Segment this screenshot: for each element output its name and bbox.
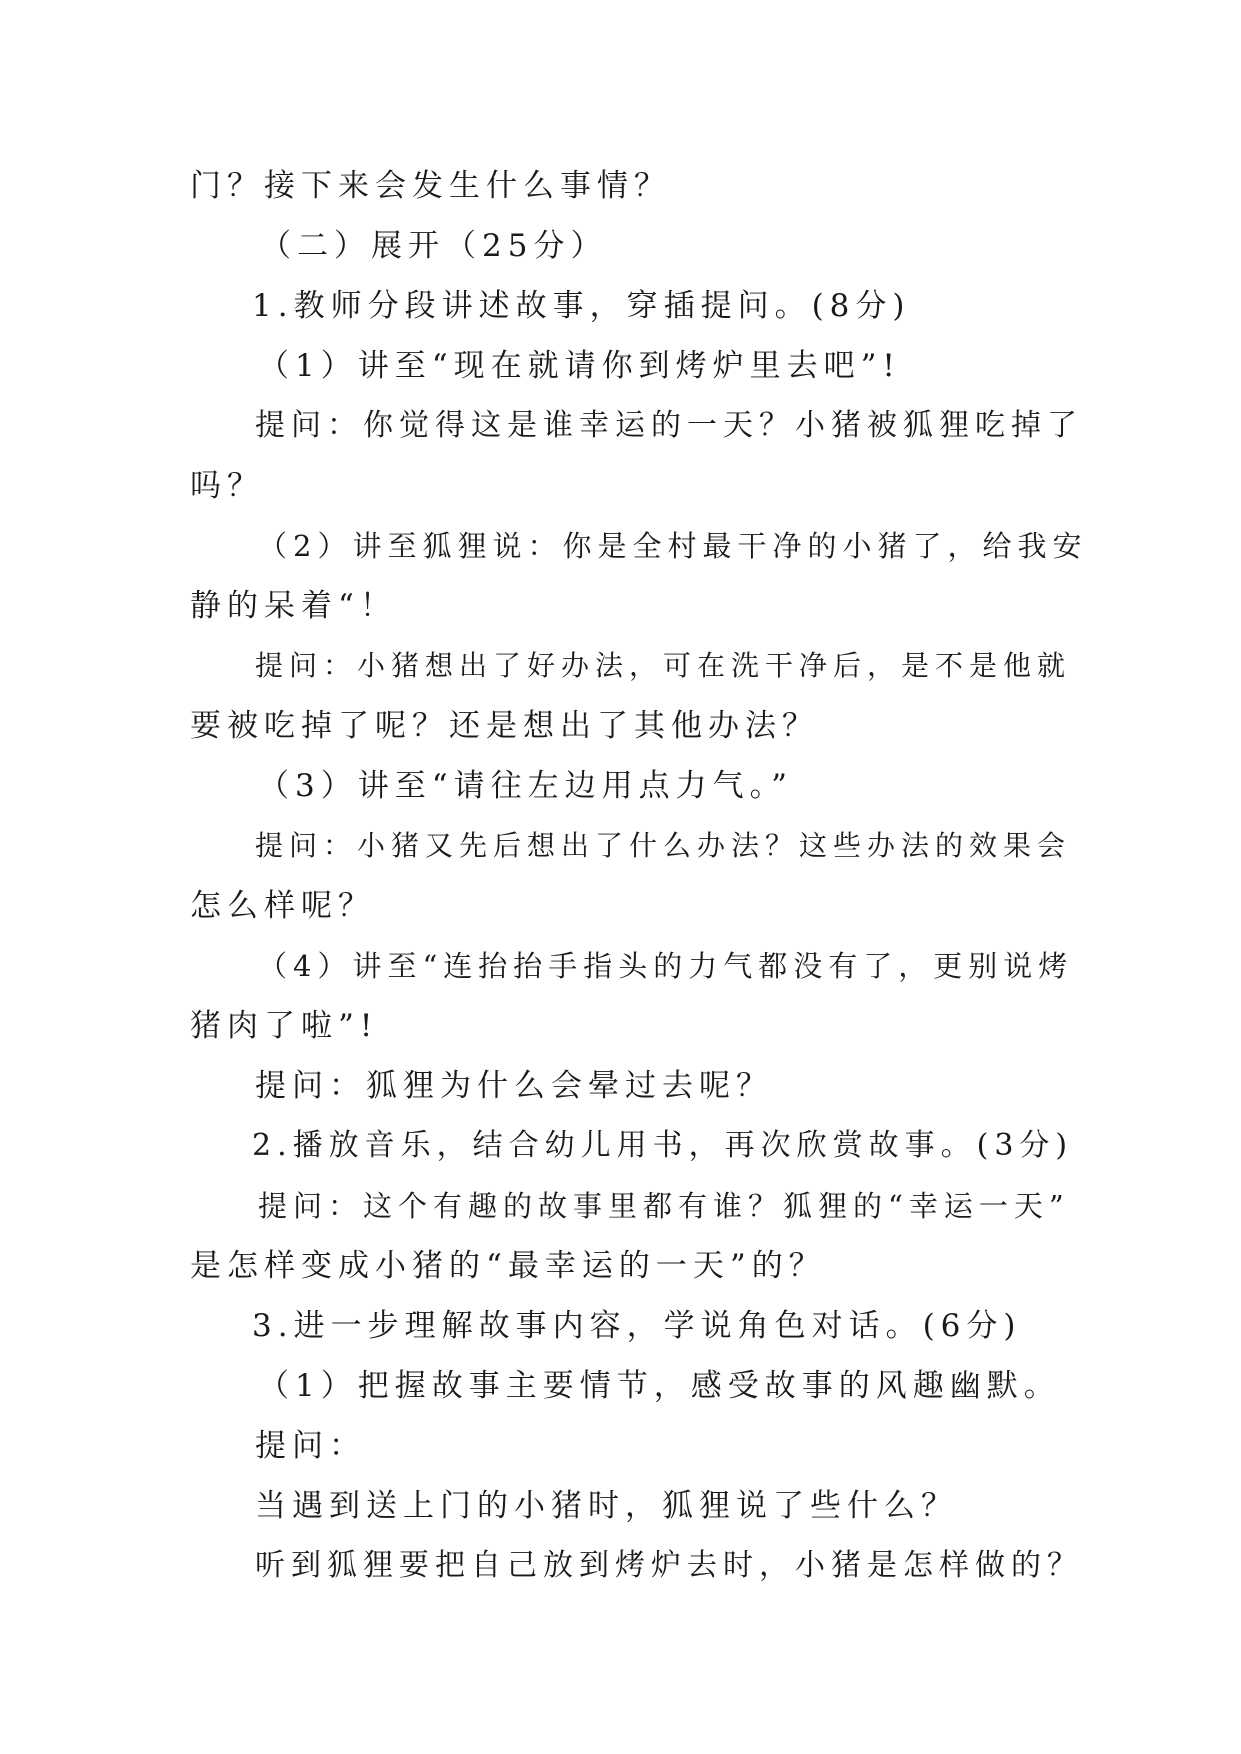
text-line: （1）讲至“现在就请你到烤炉里去吧”!	[258, 348, 901, 384]
text-line: 是怎样变成小猪的“最幸运的一天”的？	[190, 1248, 826, 1284]
question-line: 提问：	[255, 1428, 366, 1464]
text-line: 门？接下来会发生什么事情？	[190, 168, 671, 204]
question-line: 提问：狐狸为什么会晕过去呢？	[255, 1068, 773, 1104]
text-line: （4）讲至“连抬抬手指头的力气都没有了，更别说烤	[258, 949, 1074, 983]
text-line: （2）讲至狐狸说：你是全村最干净的小猪了，给我安	[258, 529, 1088, 563]
text-line: 怎么样呢？	[190, 888, 375, 924]
question-line: 提问：小猪又先后想出了什么办法？这些办法的效果会	[255, 829, 1072, 862]
text-line: 静的呆着“！	[190, 588, 397, 624]
question-line: 提问：这个有趣的故事里都有谁？狐狸的“幸运一天”	[258, 1189, 1070, 1223]
step-heading: 2.播放音乐，结合幼儿用书，再次欣赏故事。(3分)	[252, 1128, 1074, 1163]
section-heading: （二）展开（25分）	[260, 228, 608, 264]
text-line: 吗？	[190, 468, 264, 504]
step-heading: 1.教师分段讲述故事，穿插提问。(8分)	[252, 288, 911, 324]
text-line: （3）讲至“请往左边用点力气。”	[258, 768, 793, 804]
question-line: 提问：你觉得这是谁幸运的一天？小猪被狐狸吃掉了	[255, 408, 1083, 443]
text-line: 猪肉了啦”!	[190, 1008, 379, 1044]
text-line: 当遇到送上门的小猪时，狐狸说了些什么？	[255, 1488, 958, 1524]
step-heading: 3.进一步理解故事内容，学说角色对话。(6分)	[252, 1308, 1022, 1344]
question-line: 提问：小猪想出了好办法，可在洗干净后，是不是他就	[255, 649, 1072, 682]
text-line: 要被吃掉了呢？还是想出了其他办法？	[190, 708, 819, 744]
text-line: 听到狐狸要把自己放到烤炉去时，小猪是怎样做的？	[255, 1548, 1083, 1583]
text-line: （1）把握故事主要情节，感受故事的风趣幽默。	[258, 1368, 1061, 1404]
